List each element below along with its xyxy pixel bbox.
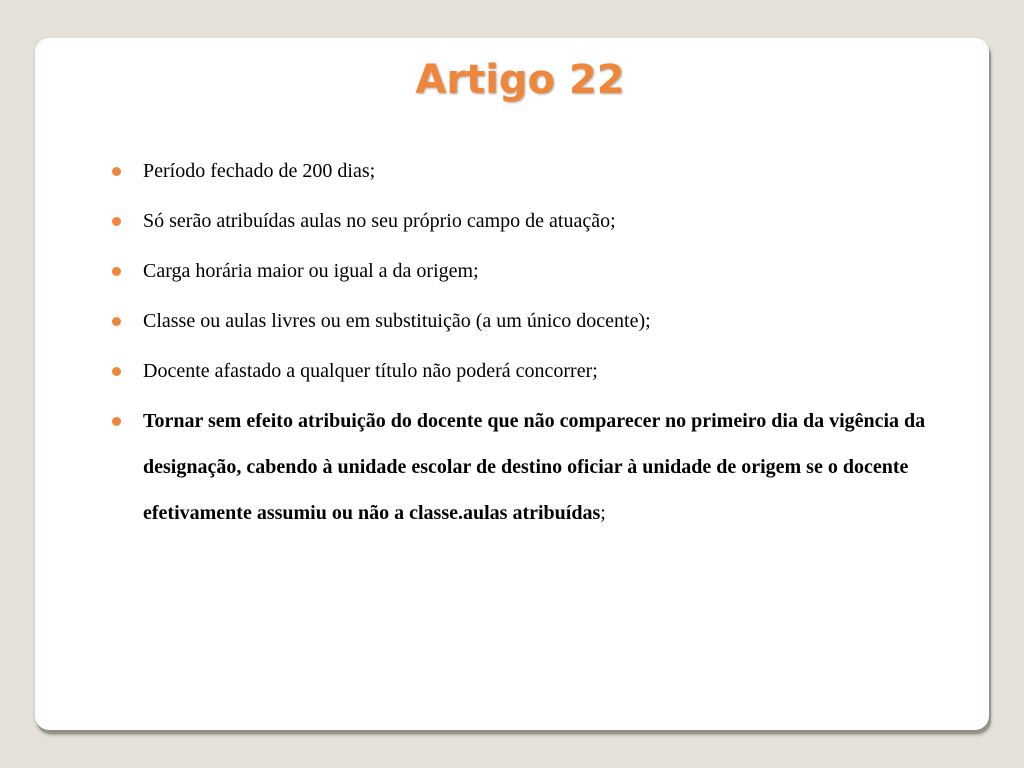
bullet-bold-text: Tornar sem efeito atribuição do docente que não comparecer no primeiro dia da vigência da designação, cabendo à unidade escolar de destino oficiar à unidade de origem se o docente efetivamente assumiu ou não a classe.aulas atribuídas <box>143 410 926 524</box>
bullet-item <box>112 147 957 195</box>
bullet-tail-text: ; <box>600 502 606 524</box>
bullet-text: Docente afastado a qualquer título não poderá concorrer; <box>143 360 598 382</box>
bullet-item-emphasis <box>112 397 957 536</box>
bullet-dot-icon <box>112 417 121 426</box>
bullet-dot-icon <box>112 167 121 176</box>
bullet-dot-icon <box>112 367 121 376</box>
bullet-dot-icon <box>112 267 121 276</box>
bullet-item <box>112 297 957 345</box>
bullet-text: Carga horária maior ou igual a da origem; <box>143 260 479 282</box>
bullet-dot-icon <box>112 317 121 326</box>
bullet-item <box>112 347 957 395</box>
bullet-text: Classe ou aulas livres ou em substituição (a um único docente); <box>143 310 651 332</box>
bullet-item <box>112 247 957 295</box>
bullet-item <box>112 197 957 245</box>
slide-title: Artigo 22 <box>415 57 625 103</box>
bullet-text-emphasis <box>143 398 957 536</box>
bullet-text: Só serão atribuídas aulas no seu próprio campo de atuação; <box>143 210 616 232</box>
bullet-dot-icon <box>112 217 121 226</box>
bullet-text: Período fechado de 200 dias; <box>143 160 376 182</box>
